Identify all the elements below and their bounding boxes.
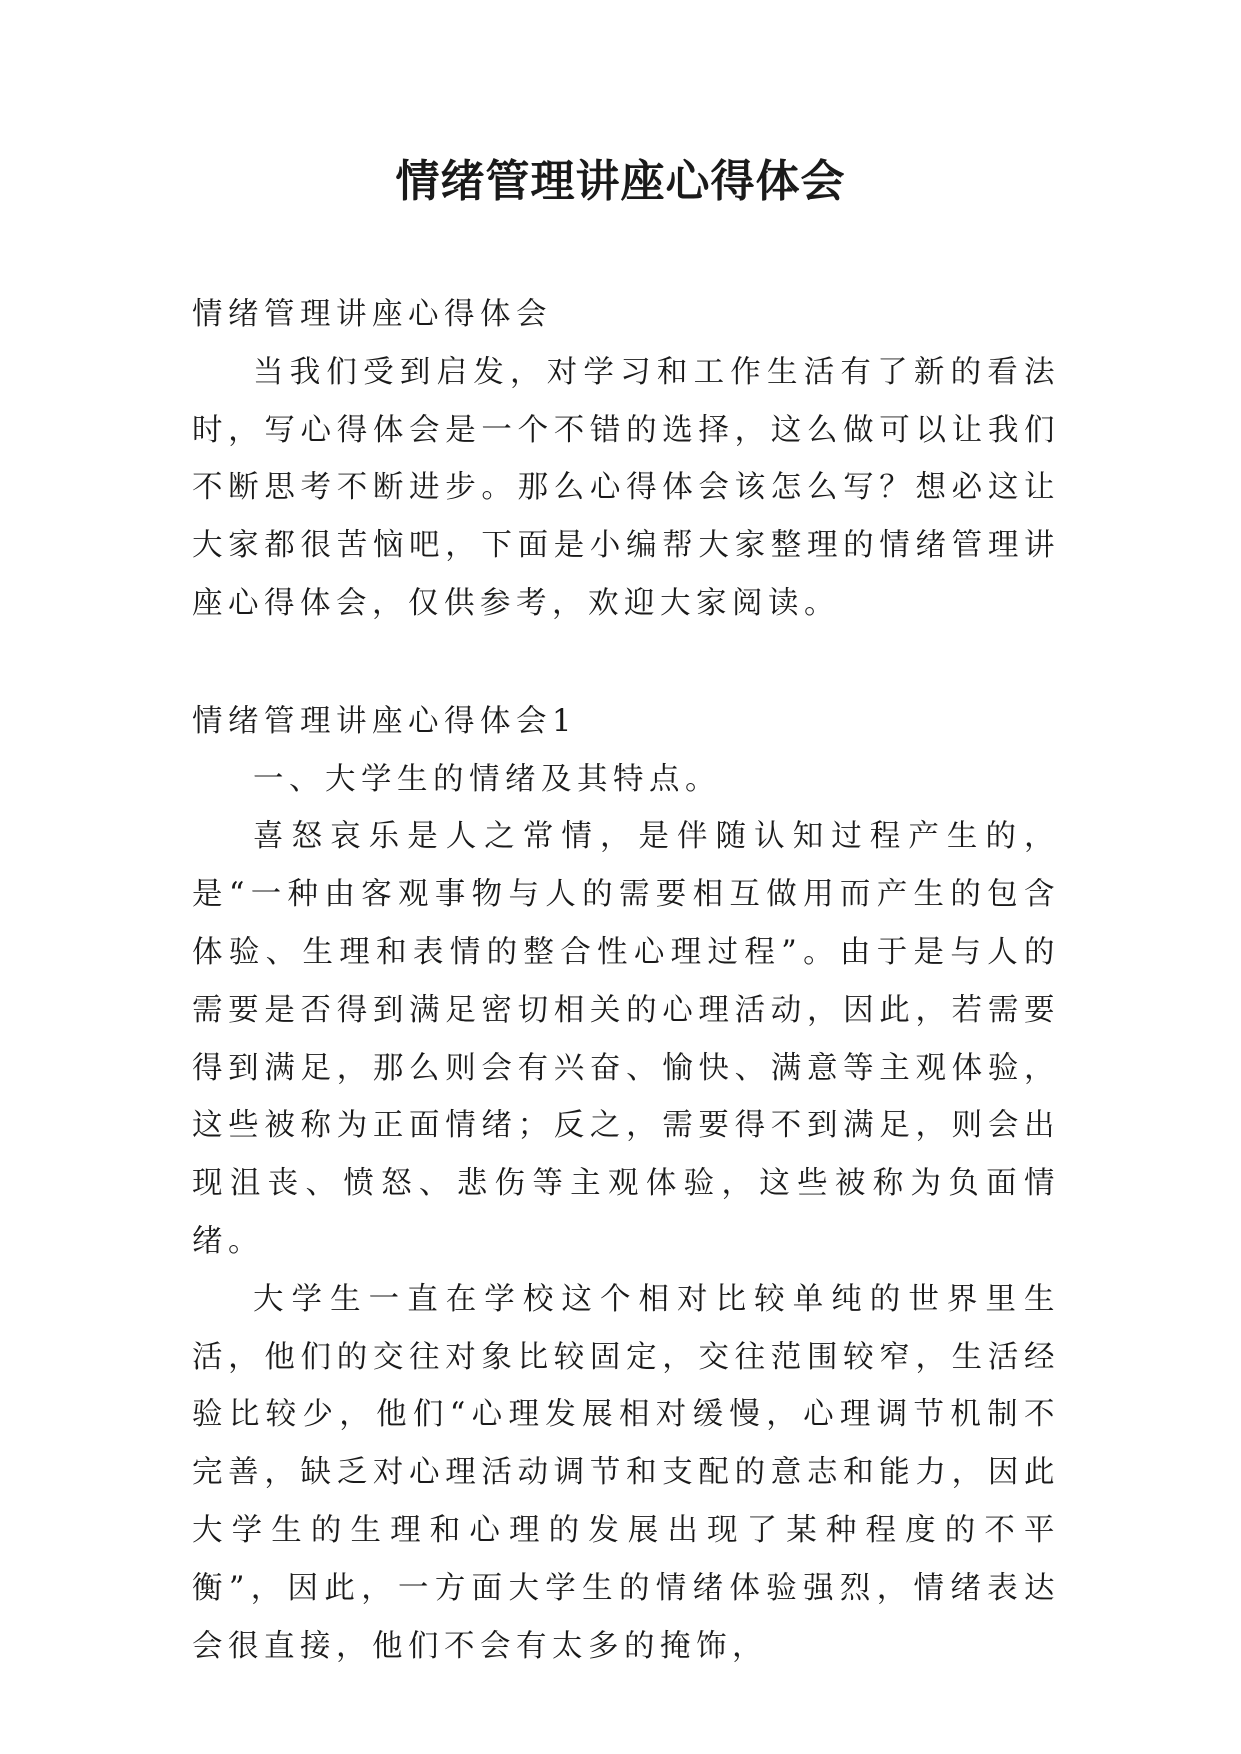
section-paragraph: 喜怒哀乐是人之常情，是伴随认知过程产生的，是“一种由客观事物与人的需要相互做用而产生的包含体验、生理和表情的整合性心理过程”。由于是与人的需要是否得到满足密切相关的心理活动，因此，若需要得到满足，那么则会有兴奋、愉快、满意等主观体验，这些被称为正面情绪；反之，需要得不到满足，则会出现沮丧、愤怒、悲伤等主观体验，这些被称为负面情绪。: [192, 819, 1060, 1259]
section-spacer: [192, 633, 1060, 693]
intro-paragraph: 当我们受到启发，对学习和工作生活有了新的看法时，写心得体会是一个不错的选择，这么做可以让我们不断思考不断进步。那么心得体会该怎么写？想必这让大家都很苦恼吧，下面是小编帮大家整理的情绪管理讲座心得体会，仅供参考，欢迎大家阅读。: [192, 354, 1060, 621]
section-paragraph: 大学生一直在学校这个相对比较单纯的世界里生活，他们的交往对象比较固定，交往范围较窄，生活经验比较少，他们“心理发展相对缓慢，心理调节机制不完善，缺乏对心理活动调节和支配的意志和能力，因此大学生的生理和心理的发展出现了某种程度的不平衡”，因此，一方面大学生的情绪体验强烈，情绪表达会很直接，他们不会有太多的掩饰，: [192, 1281, 1060, 1664]
document-title: 情绪管理讲座心得体会: [395, 156, 846, 207]
section-subheading: 一、大学生的情绪及其特点。: [253, 761, 721, 797]
section-heading: 情绪管理讲座心得体会1: [192, 703, 577, 739]
document-body: [192, 286, 1060, 1675]
intro-heading: 情绪管理讲座心得体会: [192, 297, 552, 332]
